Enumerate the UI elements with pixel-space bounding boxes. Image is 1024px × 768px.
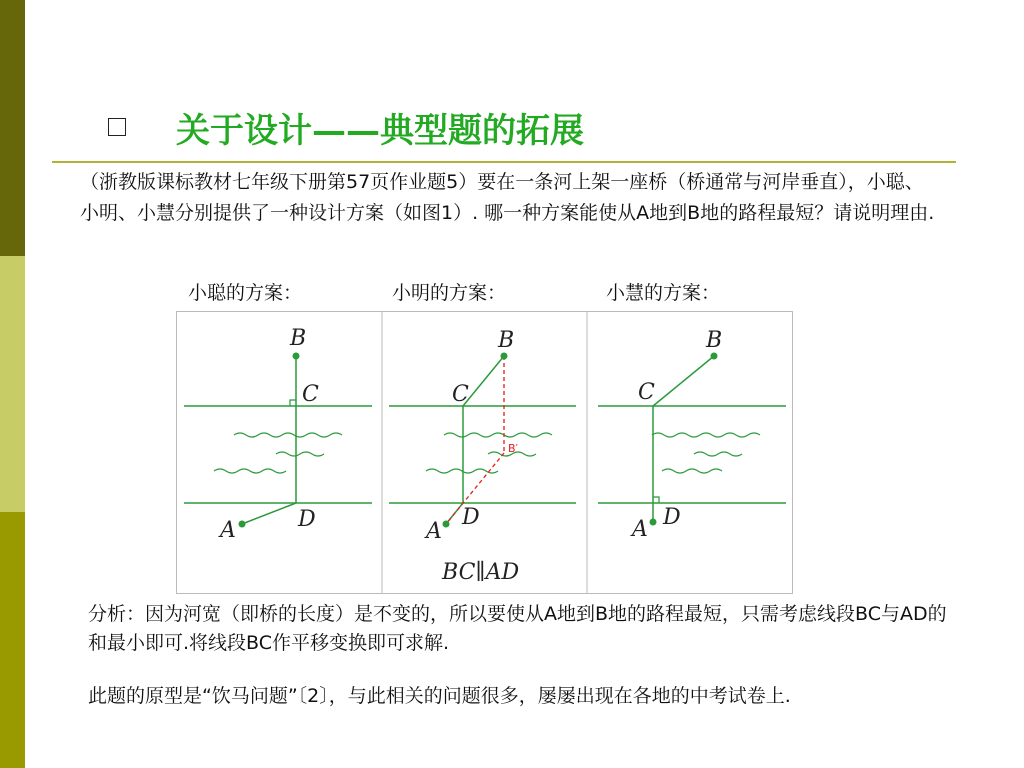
label-d: D bbox=[663, 505, 681, 530]
label-c: C bbox=[452, 382, 469, 407]
origin-paragraph: 此题的原型是“饮马问题”〔2〕，与此相关的问题很多，屡屡出现在各地的中考试卷上. bbox=[88, 685, 791, 707]
point-b bbox=[293, 353, 300, 360]
label-c: C bbox=[302, 382, 319, 407]
point-b bbox=[711, 353, 718, 360]
panel-title-xiaoming: 小明的方案： bbox=[392, 282, 507, 304]
slide-title-row bbox=[104, 104, 624, 164]
label-c: C bbox=[638, 380, 655, 405]
slide-title: 关于设计——典型题的拓展 bbox=[176, 111, 584, 151]
label-b: B bbox=[498, 328, 515, 353]
hollow-square-icon bbox=[108, 118, 126, 136]
title-divider bbox=[52, 161, 956, 163]
problem-intro: （浙教版课标教材七年级下册第57页作业题5）要在一条河上架一座桥（桥通常与河岸垂直），小聪、小明、小慧分别提供了一种设计方案（如图1）. 哪一种方案能使从A地到B地的路程最短？请说明理由. bbox=[80, 171, 935, 224]
sidebar-block-bottom bbox=[0, 512, 25, 768]
panel-title-xiaocong: 小聪的方案： bbox=[188, 282, 303, 304]
label-b: B bbox=[706, 328, 723, 353]
label-d: D bbox=[462, 505, 480, 530]
point-b bbox=[501, 353, 508, 360]
sidebar-block-middle bbox=[0, 256, 25, 512]
sidebar-block-top bbox=[0, 0, 25, 256]
analysis-paragraph: 分析：因为河宽（即桥的长度）是不变的，所以要使从A地到B地的路程最短，只需考虑线段BC与AD的和最小即可.将线段BC作平移变换即可求解. bbox=[88, 603, 947, 654]
point-a bbox=[650, 519, 657, 526]
bridge-design-figure bbox=[176, 311, 794, 595]
label-a: A bbox=[426, 519, 442, 544]
panel-title-xiaohui: 小慧的方案： bbox=[606, 282, 721, 304]
point-a bbox=[443, 521, 450, 528]
label-b-prime: B′ bbox=[508, 442, 519, 455]
label-b: B bbox=[290, 326, 307, 351]
label-a: A bbox=[220, 518, 236, 543]
label-a: A bbox=[632, 517, 648, 542]
label-d: D bbox=[298, 507, 316, 532]
figure-caption: BC∥AD bbox=[442, 560, 520, 585]
point-a bbox=[239, 521, 246, 528]
